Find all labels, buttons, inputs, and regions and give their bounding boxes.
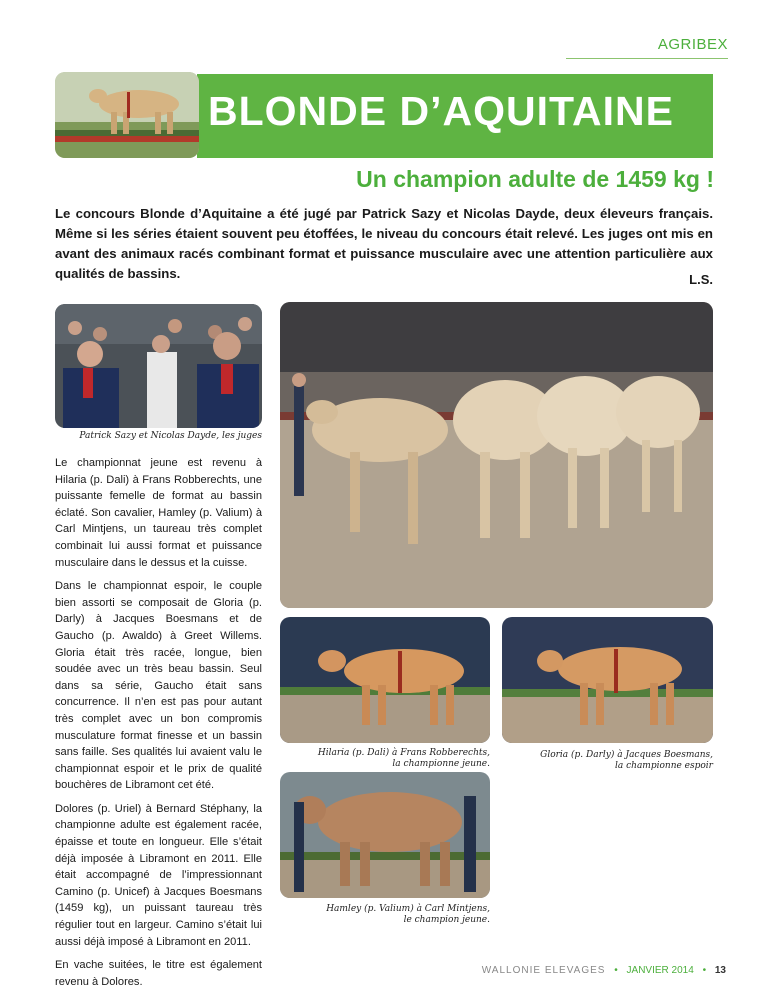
footer-separator: • (702, 965, 707, 976)
thumbnail-photo (55, 72, 199, 158)
section-tag: AGRIBEX (657, 36, 728, 53)
main-ring-photo (280, 302, 713, 608)
footer-separator: • (614, 965, 618, 976)
gloria-caption-line-1: Gloria (p. Darly) à Jacques Boesmans, (540, 750, 713, 760)
intro-paragraph: Le concours Blonde d’Aquitaine a été jugé par Patrick Sazy et Nicolas Dayde, deux éleveurs français. Même si les séries étaient souvent peu étoffées, le niveau du concours était relevé. Les juges ont mis en avant des animaux racés combinant format et puissance musculaire avec une attention particulière aux qualités de bassins. (55, 206, 713, 281)
hilaria-photo (280, 617, 490, 743)
hilaria-caption-line-2: la championne jeune. (392, 759, 490, 769)
hamley-photo (280, 772, 490, 898)
hamley-caption-line-2: le champion jeune. (403, 915, 490, 925)
hamley-caption (326, 904, 490, 926)
hilaria-caption (318, 748, 490, 770)
hamley-caption-line-1: Hamley (p. Valium) à Carl Mintjens, (326, 904, 490, 914)
article-title: BLONDE D’AQUITAINE (208, 88, 674, 134)
judges-caption: Patrick Sazy et Nicolas Dayde, les juges (79, 431, 262, 441)
article-body (55, 455, 262, 997)
gloria-caption (540, 750, 713, 772)
page-footer (482, 965, 726, 976)
hilaria-caption-line-1: Hilaria (p. Dali) à Frans Robberechts, (317, 748, 490, 758)
gloria-caption-line-2: la championne espoir (615, 761, 713, 771)
body-paragraph: En vache suitées, le titre est également revenu à Dolores. (55, 959, 262, 988)
body-paragraph: Dolores (p. Uriel) à Bernard Stéphany, la championne adulte est également racée, épaisse et toute en longueur. Elle s’était déjà imposée à Libramont en 2011. Elle était accompagné de l’impressionnant Camino (p. Unicef) à Jacques Boesmans (1459 kg), un puissant taureau très régulier tout en largeur. Camino s’était lui aussi déjà imposé à Libramont en 2011. (55, 802, 262, 948)
author-signature: L.S. (689, 272, 713, 287)
article-subtitle: Un champion adulte de 1459 kg ! (356, 166, 714, 192)
section-rule (566, 58, 728, 59)
body-paragraph: Dans le championnat espoir, le couple bien assorti se composait de Gloria (p. Darly) à Jacques Boesmans et de Gaucho (p. Awaldo) à Greet Willems. Gloria était très racée, longue, bien soudée avec un très beau bassin. Seul dans sa série, Gaucho était sans concurrence. Il n’en est pas pour autant très complet avec un bon compromis musculature format finesse et un bassin sans faille. Ses qualités lui avaient valu le championnat espoir et le prix de qualité bouchères de Libramont cet été. (55, 580, 262, 792)
footer-magazine: WALLONIE ELEVAGES (481, 965, 606, 976)
body-paragraph: Le championnat jeune est revenu à Hilaria (p. Dali) à Frans Robberechts, une puissante femelle de format au bassin éclaté. Son cavalier, Hamley (p. Valium) à Carl Mintjens, un taureau très complet combinait lui aussi format et puissance musculaire dans le dessus et la cuisse. (55, 457, 262, 569)
page-number: 13 (714, 965, 726, 976)
gloria-photo (502, 617, 713, 743)
judges-photo (55, 304, 262, 428)
footer-issue: JANVIER 2014 (626, 965, 694, 976)
